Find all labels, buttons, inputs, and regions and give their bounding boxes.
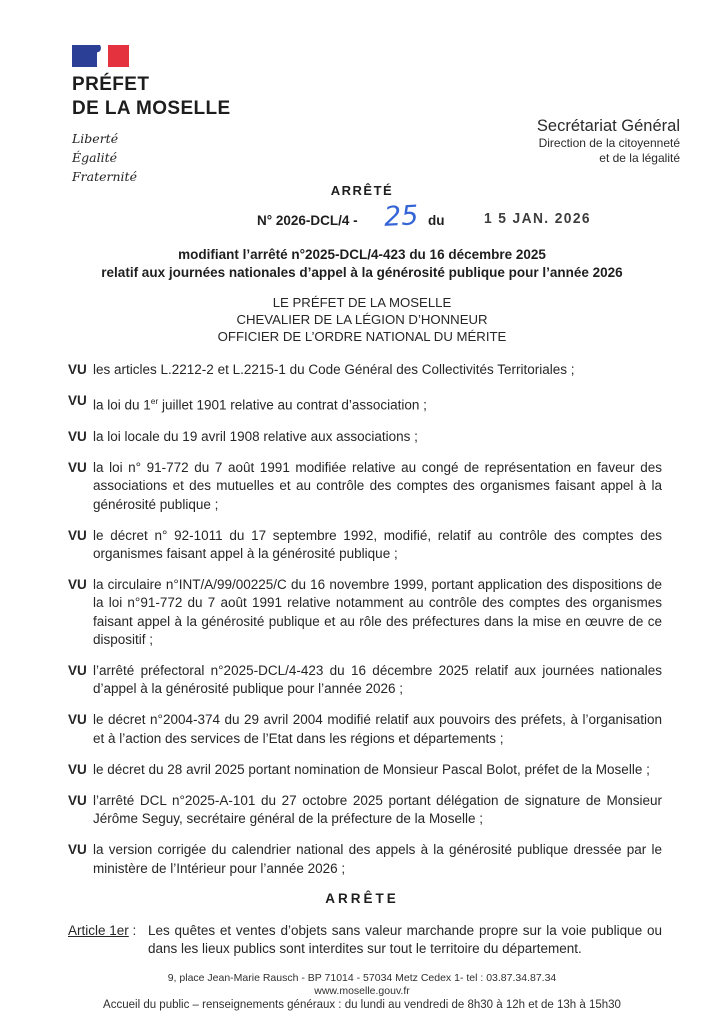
decree-number-du: du [428,213,445,228]
prefet-title-line2: DE LA MOSELLE [72,98,231,119]
subject-line1: modifiant l’arrêté n°2025-DCL/4-423 du 16 décembre 2025 [178,247,546,262]
vu-label: VU [68,761,87,777]
vu-label: VU [68,712,87,728]
subject-line2: relatif aux journées nationales d’appel à la générosité publique pour l’année 2026 [101,264,623,280]
french-flag-marianne-icon [72,45,129,67]
motto-liberte: Liberté [72,131,119,146]
vu-clause: VU le décret n° 92-1011 du 17 septembre 1992, modifié, relatif au contrôle des comptes des organismes faisant appel à la générosité publique ; [68,527,662,561]
authority-line2: CHEVALIER DE LA LÉGION D’HONNEUR [236,312,488,327]
decree-title: ARRÊTÉ [330,183,394,198]
motto-fraternite: Fraternité [72,169,137,184]
vu-clause: VU la circulaire n°INT/A/99/00225/C du 16 novembre 1999, portant application des dispositions de la loi n°91-772 du 7 août 1991 relative notamment au contrôle des comptes des organismes faisant appel à la générosité publique et au rôle des préfectures dans la mise en œuvre de ce dispositif ; [68,577,662,647]
service-direction-line2: et de la légalité [599,150,680,165]
decree-number-prefix: N° 2026-DCL/4 - [257,213,358,228]
motto-egalite: Égalité [72,150,117,165]
vu-label: VU [68,362,87,377]
decree-body [0,183,724,959]
prefecture-logo-block [72,45,231,186]
prefecture-footer [0,971,724,1012]
article-1-label: Article 1er : [68,922,137,938]
footer-website: www.moselle.gouv.fr [314,985,410,997]
prefet-title-line1: PRÉFET [72,74,150,95]
issuing-service-block [537,117,680,165]
vu-clause: VU la loi locale du 19 avril 1908 relative aux associations ; [68,428,662,446]
footer-address: 9, place Jean-Marie Rausch - BP 71014 - 57034 Metz Cedex 1- tel : 03.87.34.87.34 [167,972,557,984]
decree-number-line [0,202,724,240]
date-stamp: 1 5 JAN. 2026 [484,210,591,227]
vu-label: VU [68,393,87,409]
service-name: Secrétariat Général [536,117,680,135]
vu-label: VU [68,577,87,593]
article-1 [68,922,662,959]
vu-clause: VU le décret du 28 avril 2025 portant nomination de Monsieur Pascal Bolot, préfet de la Moselle ; [68,761,662,779]
vu-clause: VU la loi du 1er juillet 1901 relative au contrat d’association ; [68,393,427,413]
republic-motto [72,129,231,186]
vu-clause: VU les articles L.2212-2 et L.2215-1 du Code Général des Collectivités Territoriales ; [68,361,662,379]
decree-subject [0,246,724,281]
issuing-authority [0,294,724,345]
authority-line3: OFFICIER DE L’ORDRE NATIONAL DU MÉRITE [217,329,507,344]
article-1-text: Les quêtes et ventes d’objets sans valeur marchande propre sur la voie publique ou dans les lieux publics sont interdites sur tout le territoire du département. [148,922,662,957]
vu-clause: VU la loi n° 91-772 du 7 août 1991 modifiée relative au congé de représentation en faveur des associations et des mutuelles et au contrôle des comptes des organismes faisant appel à la générosité publique ; [68,460,662,512]
vu-label: VU [68,460,87,476]
vu-label: VU [68,662,87,678]
authority-line1: LE PRÉFET DE LA MOSELLE [272,295,452,310]
vu-clause: VU l’arrêté préfectoral n°2025-DCL/4-423 du 16 décembre 2025 relatif aux journées nationales d’appel à la générosité publique pour l’année 2026 ; [68,662,662,697]
vu-clause-list [68,361,662,878]
footer-opening-hours: Accueil du public – renseignements généraux : du lundi au vendredi de 8h30 à 12h et de 13h à 15h30 [103,999,621,1011]
vu-clause: VU l’arrêté DCL n°2025-A-101 du 27 octobre 2025 portant délégation de signature de Monsieur Jérôme Seguy, secrétaire général de la préfecture de la Moselle ; [68,792,662,827]
vu-label: VU [68,842,87,858]
handwritten-decree-number: 25 [383,200,420,233]
vu-label: VU [68,428,87,444]
vu-label: VU [68,792,87,808]
service-direction-line1: Direction de la citoyenneté [538,136,680,150]
vu-clause: VU la version corrigée du calendrier national des appels à la générosité publique dressée par le ministère de l’Intérieur pour l’année 2026 ; [68,842,662,876]
vu-label: VU [68,527,87,543]
vu-clause: VU le décret n°2004-374 du 29 avril 2004 modifié relatif aux pouvoirs des préfets, à l’organisation et à l’action des services de l’Etat dans les régions et départements ; [68,712,662,746]
arrete-heading: ARRÊTE [325,890,399,906]
